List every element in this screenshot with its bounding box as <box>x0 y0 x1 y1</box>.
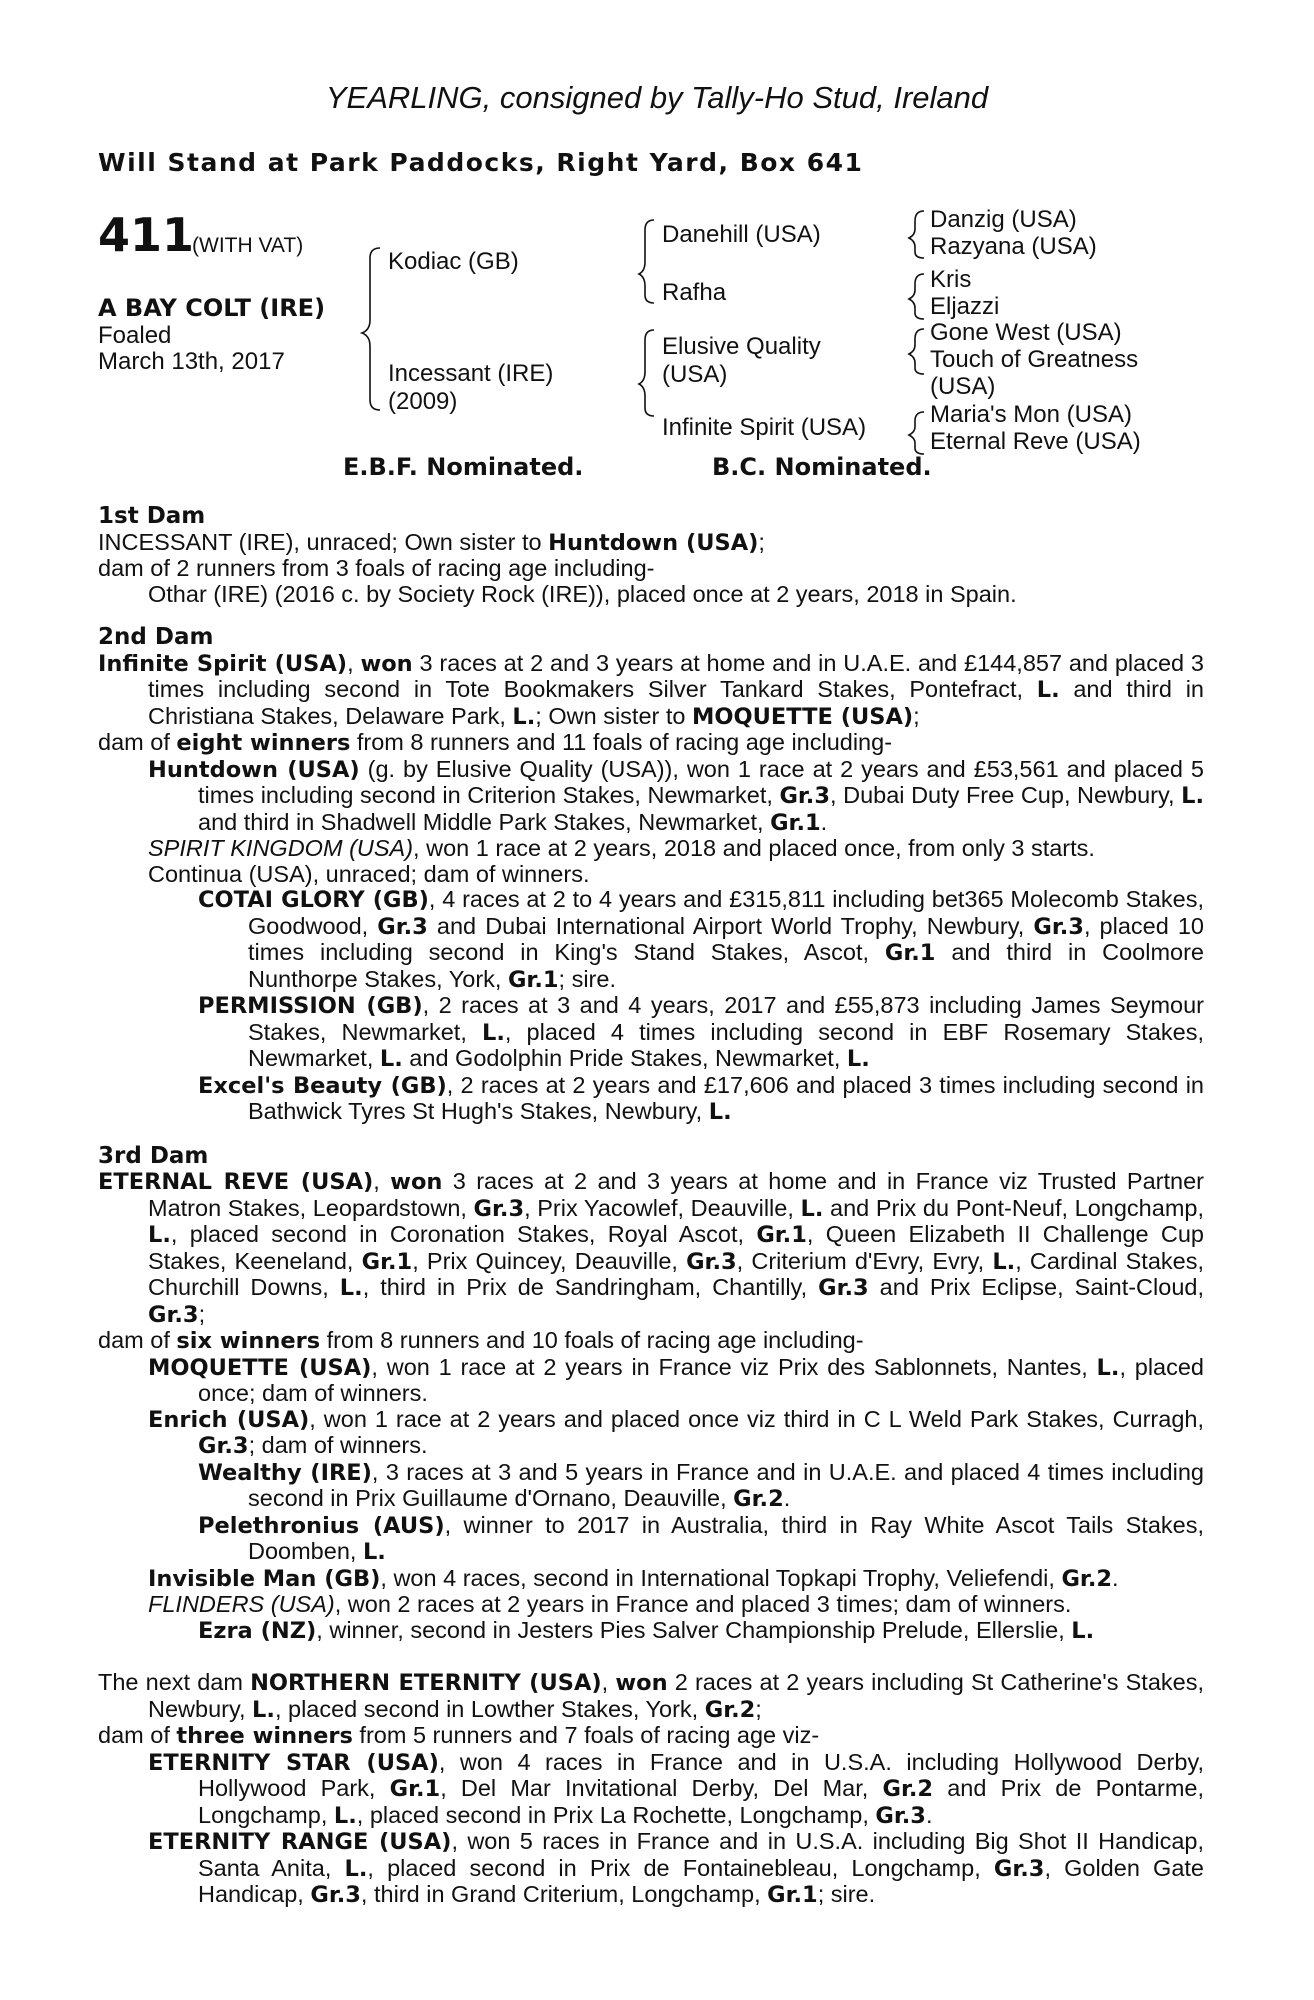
produce-entry: Ezra (NZ), winner, second in Jesters Pies Salver Championship Prelude, Ellerslie, L. <box>198 1616 1095 1644</box>
produce-entry: Invisible Man (GB), won 4 races, second in International Topkapi Trophy, Veliefendi, Gr.2. <box>148 1564 1119 1592</box>
produce-entry: ETERNITY STAR (USA), won 4 races in France and in U.S.A. including Hollywood Derby, Hollywood Park, Gr.1, Del Mar Invitational Derby, Del Mar, Gr.2 and Prix de Pontarme, Longchamp, L., placed second in Prix La Rochette, Longchamp, Gr.3. <box>148 1748 1204 1829</box>
sire: Kodiac (GB) <box>388 248 519 275</box>
bc-nominated: B.C. Nominated. <box>712 453 932 481</box>
g-dam-sire-dam-line1: Touch of Greatness <box>930 346 1139 373</box>
first-dam-produce: dam of 2 runners from 3 foals of racing age including- <box>98 555 655 581</box>
dam-sire-line2: (USA) <box>662 361 728 388</box>
g-sire-dam-sire: Kris <box>930 266 972 293</box>
stand-location: Will Stand at Park Paddocks, Right Yard, Box 641 <box>98 148 864 177</box>
produce-entry: Othar (IRE) (2016 c. by Society Rock (IRE)), placed once at 2 years, 2018 in Spain. <box>148 580 1017 607</box>
g-sire-sire-sire: Danzig (USA) <box>930 206 1077 233</box>
sire-sire: Danehill (USA) <box>662 221 821 248</box>
produce-entry: Pelethronius (AUS), winner to 2017 in Australia, third in Ray White Ascot Tails Stakes, Doomben, L. <box>198 1511 1204 1565</box>
produce-entry: Continua (USA), unraced; dam of winners. <box>148 860 590 887</box>
produce-entry: ETERNITY RANGE (USA), won 5 races in France and in U.S.A. including Big Shot II Handicap, Santa Anita, L., placed second in Prix de Fontainebleau, Longchamp, Gr.3, Golden Gate Handicap, Gr.3, third in Grand Criterium, Longchamp, Gr.1; sire. <box>148 1828 1204 1908</box>
produce-entry: MOQUETTE (USA), won 1 race at 2 years in France viz Prix des Sablonnets, Nantes, L., placed once; dam of winners. <box>148 1353 1204 1406</box>
produce-entry: Excel's Beauty (GB), 2 races at 2 years and £17,606 and placed 3 times including second in Bathwick Tyres St Hugh's Stakes, Newbury, L. <box>198 1071 1204 1125</box>
lot-number: 411 <box>98 208 195 262</box>
page-title: YEARLING, consigned by Tally-Ho Stud, Ireland <box>325 80 989 115</box>
produce-entry: SPIRIT KINGDOM (USA), won 1 race at 2 years, 2018 and placed once, from only 3 starts. <box>148 835 1095 861</box>
g-dam-sire-sire: Gone West (USA) <box>930 319 1122 346</box>
third-dam-produce: dam of six winners from 8 runners and 10 foals of racing age including- <box>98 1327 864 1354</box>
g-dam-dam-dam: Eternal Reve (USA) <box>930 428 1141 455</box>
produce-entry: FLINDERS (USA), won 2 races at 2 years in France and placed 3 times; dam of winners. <box>148 1591 1072 1617</box>
third-dam-heading: 3rd Dam <box>98 1142 209 1169</box>
vat-note: (WITH VAT) <box>192 234 304 257</box>
produce-entry: Wealthy (IRE), 3 races at 3 and 5 years in France and in U.A.E. and placed 4 times including second in Prix Guillaume d'Ornano, Deauville, Gr.2. <box>198 1458 1204 1512</box>
g-dam-dam-sire: Maria's Mon (USA) <box>930 401 1132 428</box>
next-dam-produce: dam of three winners from 5 runners and 7 foals of racing age viz- <box>98 1722 820 1749</box>
first-dam-heading: 1st Dam <box>98 503 206 529</box>
foaled-label: Foaled <box>98 322 172 349</box>
lot-name: A BAY COLT (IRE) <box>98 294 326 322</box>
foaled-date: March 13th, 2017 <box>98 348 285 375</box>
sire-dam: Rafha <box>662 279 727 306</box>
second-dam-line: Infinite Spirit (USA), won 3 races at 2 and 3 years at home and in U.A.E. and £144,857 and placed 3 times including second in Tote Bookmakers Silver Tankard Stakes, Pontefract, L. and third in Christiana Stakes, Delaware Park, L.; Own sister to MOQUETTE (USA); <box>98 649 1204 730</box>
g-sire-dam-dam: Eljazzi <box>930 293 1000 320</box>
dam-dam: Infinite Spirit (USA) <box>662 414 867 441</box>
next-dam-line: The next dam NORTHERN ETERNITY (USA), won 2 races at 2 years including St Catherine's Stakes, Newbury, L., placed second in Lowther Stakes, York, Gr.2; <box>98 1669 1205 1723</box>
second-dam-heading: 2nd Dam <box>98 624 214 650</box>
produce-entry: COTAI GLORY (GB), 4 races at 2 to 4 years and £315,811 including bet365 Molecomb Stakes, Goodwood, Gr.3 and Dubai International Airport World Trophy, Newbury, Gr.3, placed 10 times including second in King's Stand Stakes, Ascot, Gr.1 and third in Coolmore Nunthorpe Stakes, York, Gr.1; sire. <box>198 886 1204 993</box>
produce-entry: Enrich (USA), won 1 race at 2 years and placed once viz third in C L Weld Park Stakes, Curragh, Gr.3; dam of winners. <box>148 1405 1204 1459</box>
second-dam-produce: dam of eight winners from 8 runners and 11 foals of racing age including- <box>98 729 893 756</box>
catalogue-body <box>98 504 1204 1909</box>
first-dam-line: INCESSANT (IRE), unraced; Own sister to Huntdown (USA); <box>98 528 765 556</box>
third-dam-line: ETERNAL REVE (USA), won 3 races at 2 and 3 years at home and in France viz Trusted Partner Matron Stakes, Leopardstown, Gr.3, Prix Yacowlef, Deauville, L. and Prix du Pont-Neuf, Longchamp, L., placed second in Coronation Stakes, Royal Ascot, Gr.1, Queen Elizabeth II Challenge Cup Stakes, Keeneland, Gr.1, Prix Quincey, Deauville, Gr.3, Criterium d'Evry, Evry, L., Cardinal Stakes, Churchill Downs, L., third in Prix de Sandringham, Chantilly, Gr.3 and Prix Eclipse, Saint-Cloud, Gr.3; <box>98 1168 1204 1328</box>
dam-sire-line1: Elusive Quality <box>662 333 821 360</box>
produce-entry: PERMISSION (GB), 2 races at 3 and 4 years, 2017 and £55,873 including James Seymour Stakes, Newmarket, L., placed 4 times including second in EBF Rosemary Stakes, Newmarket, L. and Godolphin Pride Stakes, Newmarket, L. <box>198 992 1204 1072</box>
ebf-nominated: E.B.F. Nominated. <box>343 453 584 481</box>
g-sire-sire-dam: Razyana (USA) <box>930 233 1097 260</box>
dam-year: (2009) <box>388 388 458 415</box>
dam: Incessant (IRE) <box>388 360 554 387</box>
produce-entry: Huntdown (USA) (g. by Elusive Quality (USA)), won 1 race at 2 years and £53,561 and placed 5 times including second in Criterion Stakes, Newmarket, Gr.3, Dubai Duty Free Cup, Newbury, L. and third in Shadwell Middle Park Stakes, Newmarket, Gr.1. <box>148 755 1205 836</box>
g-dam-sire-dam-line2: (USA) <box>930 373 996 400</box>
